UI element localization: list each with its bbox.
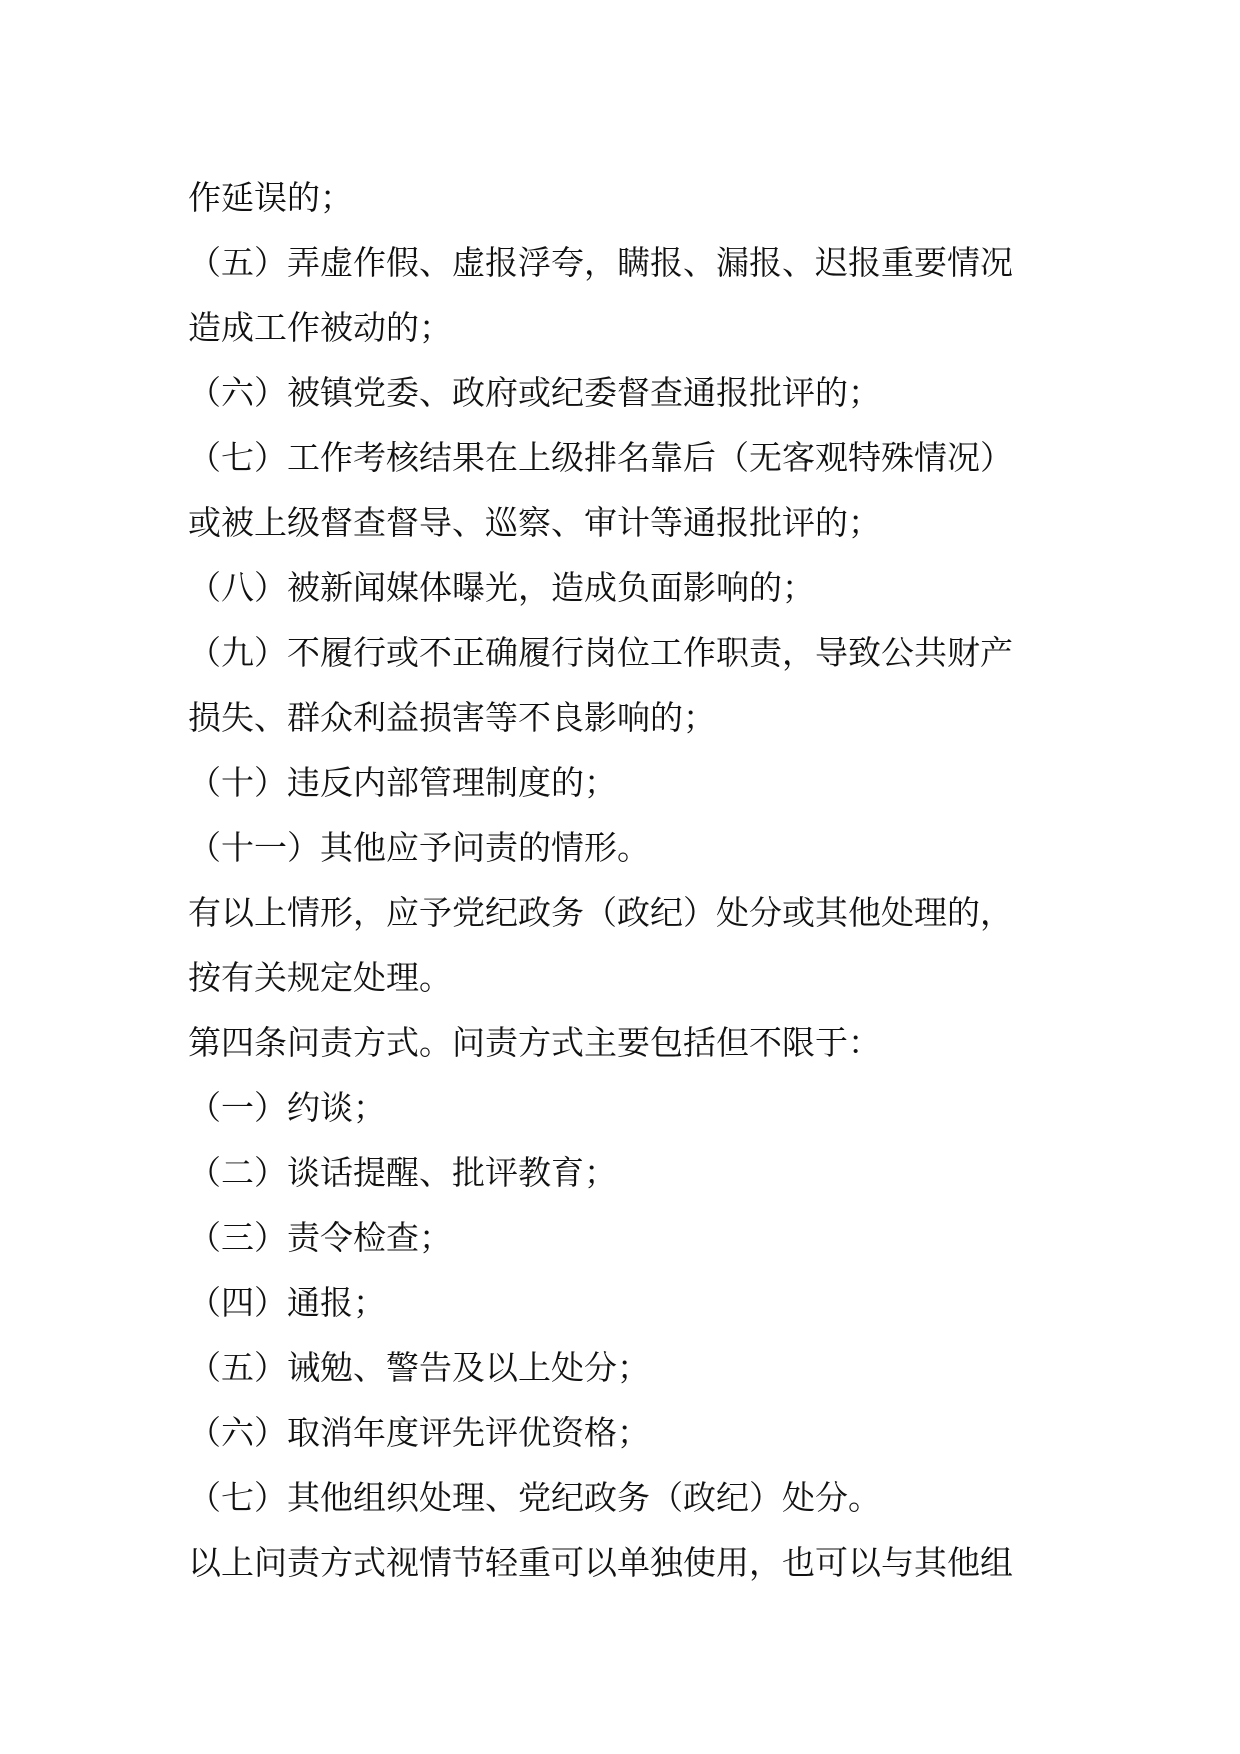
text-line: （二）谈话提醒、批评教育； [188,1153,617,1192]
text-line: 第四条问责方式。问责方式主要包括但不限于： [188,1023,881,1062]
text-line: 以上问责方式视情节轻重可以单独使用，也可以与其他组 [188,1543,1013,1582]
text-line: 造成工作被动的； [188,308,452,347]
text-line: 或被上级督查督导、巡察、审计等通报批评的； [188,503,881,542]
text-line: （十一）其他应予问责的情形。 [188,828,650,867]
text-line: 作延误的； [188,178,353,217]
text-line: 按有关规定处理。 [188,958,452,997]
text-line: （七）其他组织处理、党纪政务（政纪）处分。 [188,1478,881,1517]
text-line: （一）约谈； [188,1088,386,1127]
text-line: （五）诫勉、警告及以上处分； [188,1348,650,1387]
text-line: 损失、群众利益损害等不良影响的； [188,698,716,737]
text-line: （八）被新闻媒体曝光，造成负面影响的； [188,568,815,607]
text-line: （六）被镇党委、政府或纪委督查通报批评的； [188,373,881,412]
text-line: （六）取消年度评先评优资格； [188,1413,650,1452]
text-line: （三）责令检查； [188,1218,452,1257]
text-line: （五）弄虚作假、虚报浮夸，瞒报、漏报、迟报重要情况 [188,243,1013,282]
text-line: （九）不履行或不正确履行岗位工作职责，导致公共财产 [188,633,1013,672]
text-line: 有以上情形，应予党纪政务（政纪）处分或其他处理的， [188,893,1013,932]
text-line: （四）通报； [188,1283,386,1322]
document-body [188,165,1068,1595]
text-line: （七）工作考核结果在上级排名靠后（无客观特殊情况） [188,438,1013,477]
text-line: （十）违反内部管理制度的； [188,763,617,802]
